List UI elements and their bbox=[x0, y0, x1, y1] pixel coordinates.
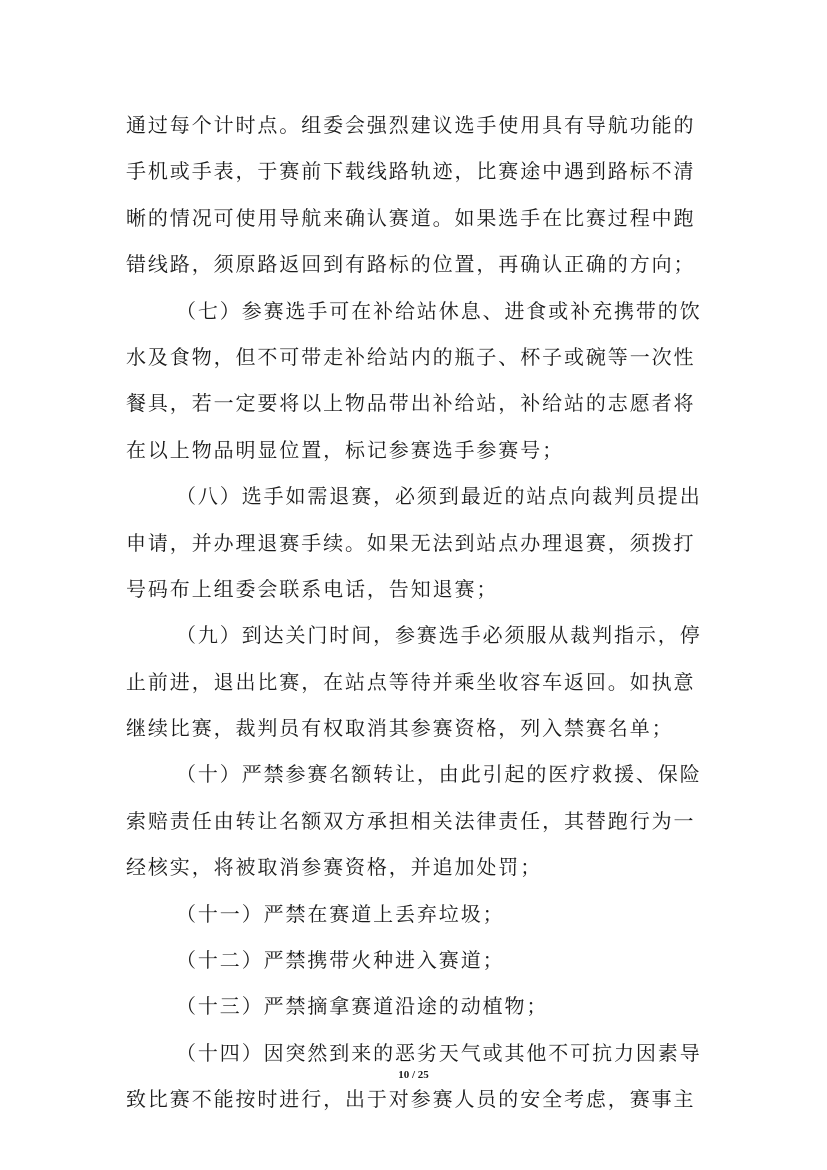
text-line: 索赔责任由转让名额双方承担相关法律责任，其替跑行为一 bbox=[126, 808, 696, 833]
paragraph-start-line: （七）参赛选手可在补给站休息、进食或补充携带的饮 bbox=[176, 298, 702, 323]
paragraph-start-line: （十）严禁参赛名额转让，由此引起的医疗救援、保险 bbox=[176, 762, 702, 787]
text-line: 申请，并办理退赛手续。如果无法到站点办理退赛，须拨打 bbox=[126, 530, 696, 555]
text-line: 在以上物品明显位置，标记参赛选手参赛号； bbox=[126, 437, 564, 462]
paragraph-start-line: （八）选手如需退赛，必须到最近的站点向裁判员提出 bbox=[176, 484, 702, 509]
text-line: 止前进，退出比赛，在站点等待并乘坐收容车返回。如执意 bbox=[126, 669, 696, 694]
text-line: 错线路，须原路返回到有路标的位置，再确认正确的方向； bbox=[126, 252, 696, 277]
paragraph-start-line: （九）到达关门时间，参赛选手必须服从裁判指示，停 bbox=[176, 623, 702, 648]
page-number: 10 / 25 bbox=[398, 1069, 429, 1081]
text-line: 手机或手表，于赛前下载线路轨迹，比赛途中遇到路标不清 bbox=[126, 159, 696, 184]
body-text bbox=[126, 102, 706, 1123]
text-line: 晰的情况可使用导航来确认赛道。如果选手在比赛过程中跑 bbox=[126, 205, 696, 230]
text-line: 餐具，若一定要将以上物品带出补给站，补给站的志愿者将 bbox=[126, 391, 696, 416]
paragraph-start-line: （十四）因突然到来的恶劣天气或其他不可抗力因素导 bbox=[176, 1040, 702, 1065]
text-line: 通过每个计时点。组委会强烈建议选手使用具有导航功能的 bbox=[126, 113, 696, 137]
text-line: 水及食物，但不可带走补给站内的瓶子、杯子或碗等一次性 bbox=[126, 344, 696, 369]
paragraph-start-line: （十三）严禁摘拿赛道沿途的动植物； bbox=[176, 994, 549, 1019]
text-line: 继续比赛，裁判员有权取消其参赛资格，列入禁赛名单； bbox=[126, 716, 674, 741]
text-line: 致比赛不能按时进行，出于对参赛人员的安全考虑，赛事主 bbox=[126, 1087, 696, 1112]
text-line: 经核实，将被取消参赛资格，并追加处罚； bbox=[126, 855, 543, 880]
text-line: 号码布上组委会联系电话，告知退赛； bbox=[126, 576, 499, 601]
paragraph-start-line: （十一）严禁在赛道上丢弃垃圾； bbox=[176, 901, 505, 926]
paragraph-start-line: （十二）严禁携带火种进入赛道； bbox=[176, 948, 505, 973]
